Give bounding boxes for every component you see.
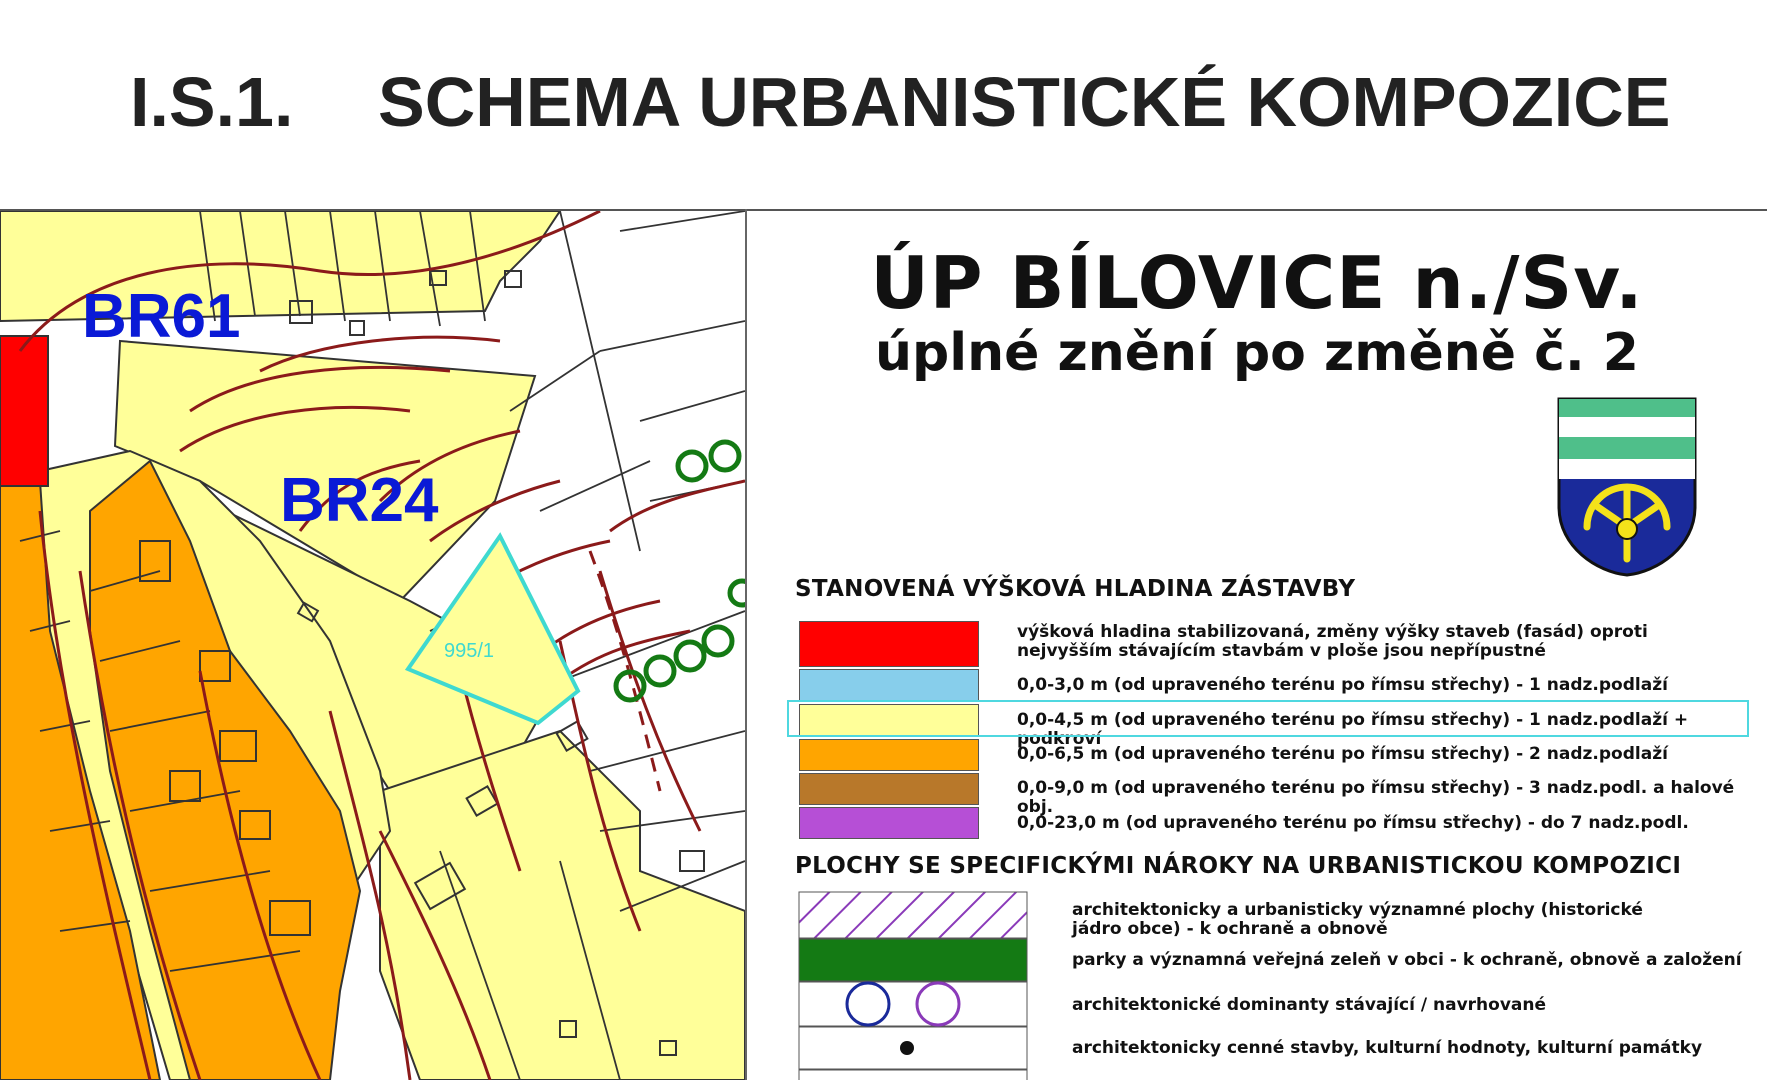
legend-item-dominants: architektonické dominanty stávající / navrhované <box>1072 995 1547 1015</box>
section-special-areas-title: PLOCHY SE SPECIFICKÝMI NÁROKY NA URBANISTICKOU KOMPOZICI <box>795 853 1682 879</box>
section-number: I.S.1. <box>130 63 294 141</box>
swatch-red <box>799 621 979 667</box>
page-header <box>0 0 1767 210</box>
legend-item-parks: parky a významná veřejná zeleň v obci - k ochraně, obnově a založení <box>1072 950 1742 970</box>
legend-item-purple: 0,0-23,0 m (od upraveného terénu po římsu střechy) - do 7 nadz.podl. <box>1017 813 1689 833</box>
swatch-orange <box>799 739 979 771</box>
section-title: SCHEMA URBANISTICKÉ KOMPOZICE <box>378 63 1671 141</box>
urban-composition-map[interactable] <box>0 211 745 1080</box>
zone-label-br61: BR61 <box>82 282 241 351</box>
plan-subtitle: úplné znění po změně č. 2 <box>875 323 1639 383</box>
parcel-label: 995/1 <box>444 640 495 662</box>
swatch-light-blue <box>799 669 979 701</box>
zone-label-br24: BR24 <box>280 466 439 535</box>
municipal-coat-of-arms <box>1557 397 1697 577</box>
special-areas-swatches <box>798 891 1028 1080</box>
legend-item-light-yellow: 0,0-4,5 m (od upraveného terénu po římsu střechy) - 1 nadz.podlaží + podkroví <box>1017 710 1689 749</box>
legend-item-light-blue: 0,0-3,0 m (od upraveného terénu po římsu střechy) - 1 nadz.podlaží <box>1017 675 1668 695</box>
highlighted-legend-row <box>787 700 1749 737</box>
legend-panel <box>747 211 1767 1080</box>
zone-red[interactable] <box>0 336 48 486</box>
legend-item-valuable-buildings: architektonicky cenné stavby, kulturní hodnoty, kulturní památky <box>1072 1038 1703 1058</box>
swatch-brown <box>799 773 979 805</box>
legend-item-red: výšková hladina stabilizovaná, změny výšky staveb (fasád) oproti nejvyšším stávajícím stavbám v ploše jsou nepřípustné <box>1017 622 1648 661</box>
legend-item-brown: 0,0-9,0 m (od upraveného terénu po římsu střechy) - 3 nadz.podl. a halové obj. <box>1017 778 1735 817</box>
legend-item-orange: 0,0-6,5 m (od upraveného terénu po římsu střechy) - 2 nadz.podlaží <box>1017 744 1668 764</box>
swatch-purple <box>799 807 979 839</box>
legend-item-historic-core: architektonicky a urbanisticky významné plochy (historické jádro obce) - k ochraně a obnově <box>1072 900 1643 939</box>
section-height-levels-title: STANOVENÁ VÝŠKOVÁ HLADINA ZÁSTAVBY <box>795 576 1356 602</box>
plan-title: ÚP BÍLOVICE n./Sv. <box>870 241 1644 325</box>
